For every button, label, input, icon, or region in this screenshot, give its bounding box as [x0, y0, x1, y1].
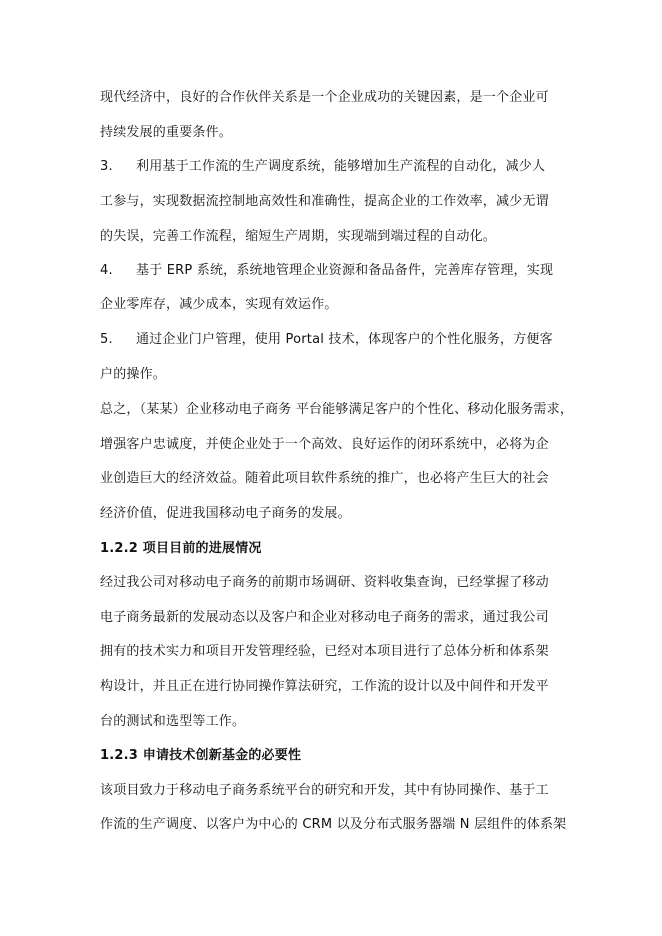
- item-4-text: 基于 ERP 系统，系统地管理企业资源和备品备件，完善库存管理，实现: [136, 263, 554, 278]
- summary-line-2: 增强客户忠诚度，并使企业处于一个高效、良好运作的闭环系统中，必将为企: [100, 437, 549, 452]
- item-3-line-1: [100, 158, 545, 176]
- item-5-line-1: [100, 331, 553, 349]
- summary-line-4: 经济价值，促进我国移动电子商务的发展。: [100, 506, 351, 521]
- summary-line-3: 业创造巨大的经济效益。随着此项目软件系统的推广，也必将产生巨大的社会: [100, 471, 549, 486]
- section-1-2-3-line-2: 作流的生产调度、以客户为中心的 CRM 以及分布式服务器端 N 层组件的体系架: [100, 817, 567, 832]
- item-5-number: 5.: [100, 332, 113, 347]
- item-3-text: 利用基于工作流的生产调度系统，能够增加生产流程的自动化，减少人: [136, 159, 546, 174]
- item-3-line-3: 的失误，完善工作流程，缩短生产周期，实现端到端过程的自动化。: [100, 229, 497, 244]
- section-1-2-2-line-4: 构设计，并且正在进行协同操作算法研究，工作流的设计以及中间件和开发平: [100, 679, 549, 694]
- intro-line-1: 现代经济中，良好的合作伙伴关系是一个企业成功的关键因素，是一个企业可: [100, 90, 549, 105]
- item-4-number: 4.: [100, 263, 113, 278]
- summary-line-1: 总之，（某某）企业移动电子商务 平台能够满足客户的个性化、移动化服务需求，: [100, 402, 574, 417]
- intro-line-2: 持续发展的重要条件。: [100, 125, 233, 140]
- section-1-2-2-line-3: 拥有的技术实力和项目开发管理经验，已经对本项目进行了总体分析和体系架: [100, 644, 549, 659]
- item-4-line-1: [100, 262, 553, 280]
- section-1-2-3-line-1: 该项目致力于移动电子商务系统平台的研究和开发，其中有协同操作、基于工: [100, 783, 549, 798]
- item-3-line-2: 工参与，实现数据流控制地高效性和准确性，提高企业的工作效率，减少无谓: [100, 194, 549, 209]
- section-1-2-2-line-5: 台的测试和选型等工作。: [100, 714, 246, 729]
- item-5-line-2: 户的操作。: [100, 367, 167, 382]
- section-1-2-3-heading: 1.2.3 申请技术创新基金的必要性: [100, 748, 302, 763]
- item-3-number: 3.: [100, 159, 113, 174]
- item-5-text: 通过企业门户管理，使用 Portal 技术，体现客户的个性化服务，方便客: [136, 332, 553, 347]
- section-1-2-2-line-2: 电子商务最新的发展动态以及客户和企业对移动电子商务的需求，通过我公司: [100, 610, 549, 625]
- section-1-2-2-line-1: 经过我公司对移动电子商务的前期市场调研、资料收集查询，已经掌握了移动: [100, 575, 549, 590]
- item-4-line-2: 企业零库存，减少成本，实现有效运作。: [100, 297, 338, 312]
- section-1-2-2-heading: 1.2.2 项目目前的进展情况: [100, 541, 262, 556]
